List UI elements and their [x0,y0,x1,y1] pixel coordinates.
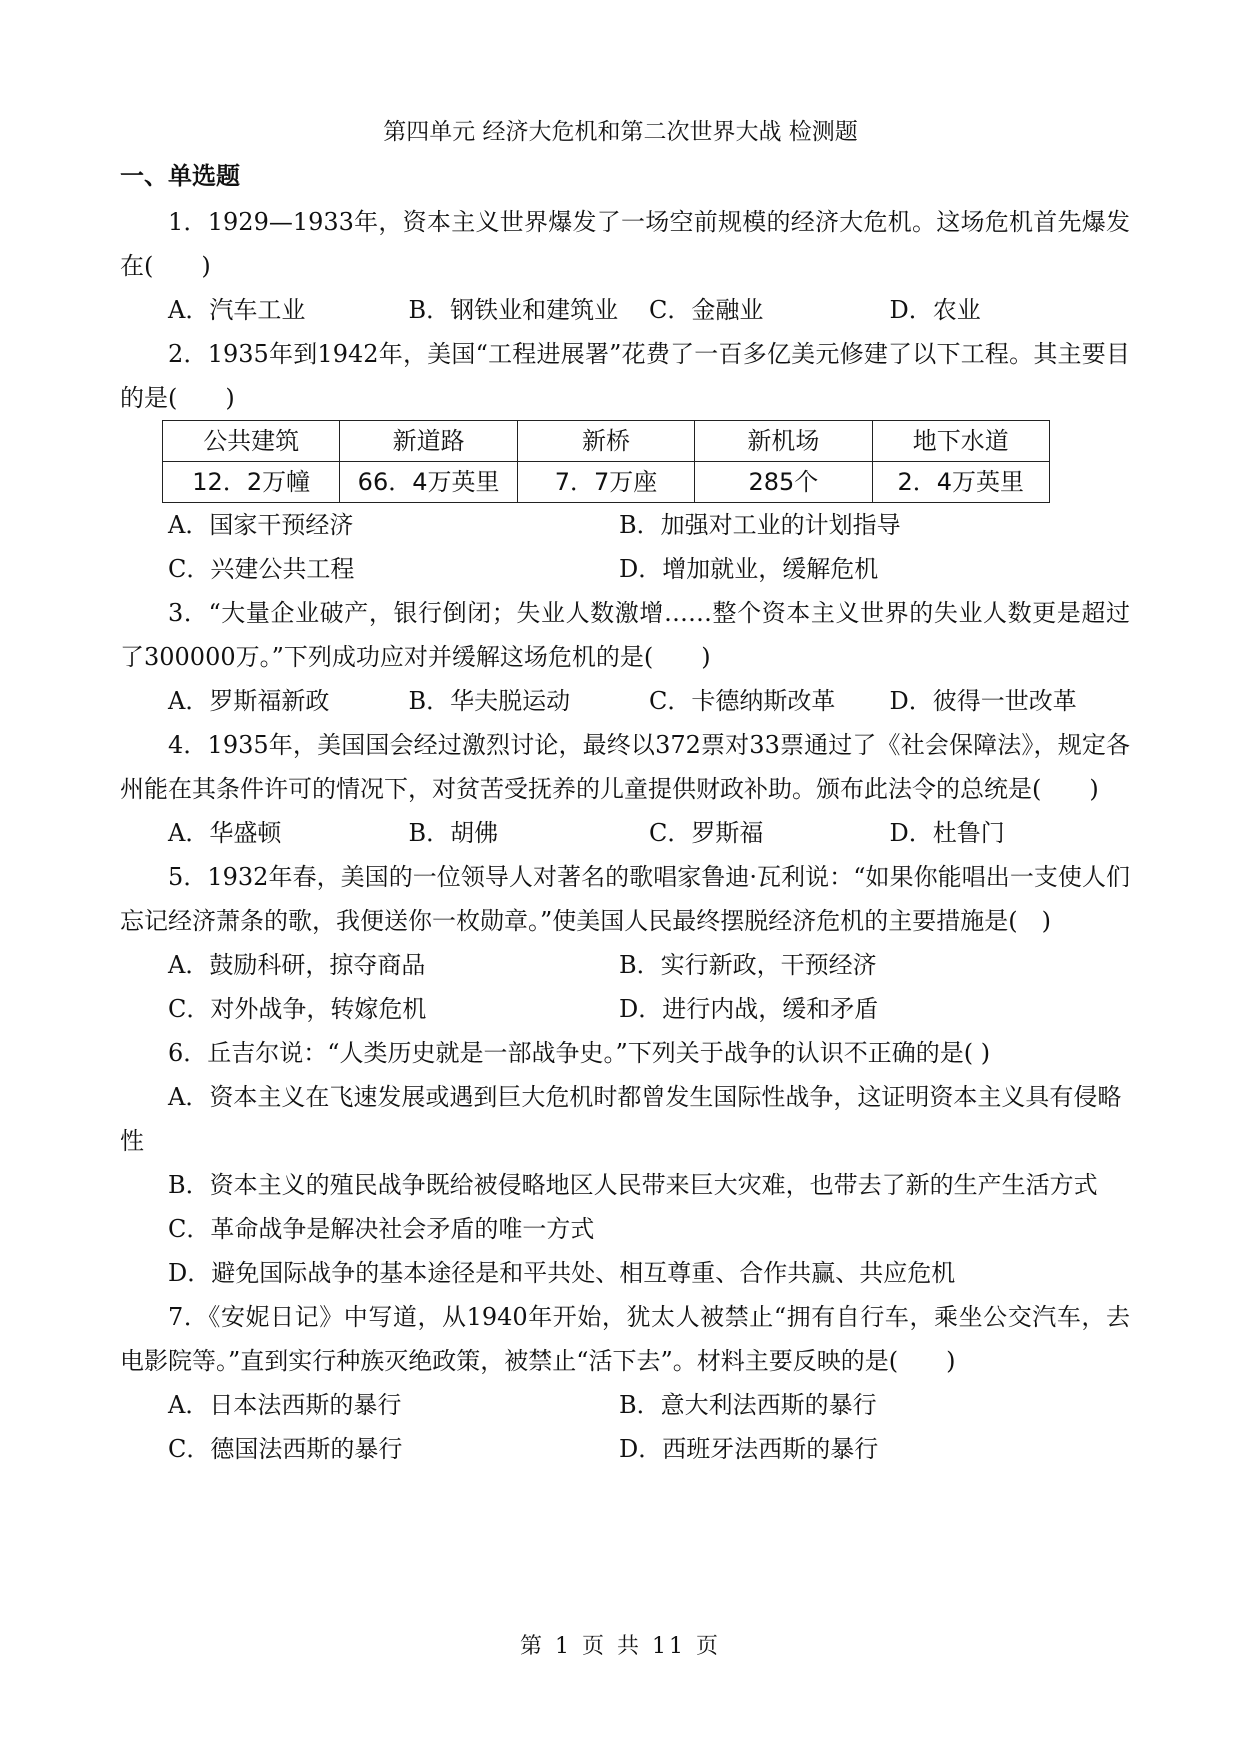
option: A．日本法西斯的暴行 [168,1391,402,1419]
option: A．汽车工业 [168,296,306,324]
option: B．加强对工业的计划指导 [619,511,901,539]
option: A．罗斯福新政 [168,687,330,715]
option: A．华盛顿 [168,819,282,847]
table-cell: 66．4万英里 [340,462,517,503]
option: D．彼得一世改革 [889,687,1077,715]
option: A．鼓励科研，掠夺商品 [168,951,426,979]
option: C．革命战争是解决社会矛盾的唯一方式 [168,1215,595,1243]
option: B．意大利法西斯的暴行 [619,1391,877,1419]
section-heading: 一、单选题 [120,161,240,190]
question-list [120,200,1130,1471]
table-header-cell: 新机场 [695,421,872,462]
option-row [120,503,1130,547]
option: D．杜鲁门 [889,819,1005,847]
table-header-cell: 公共建筑 [163,421,340,462]
question-stem: 5．1932年春，美国的一位领导人对著名的歌唱家鲁迪·瓦利说：“如果你能唱出一支使人们忘记经济萧条的歌，我便送你一枚勋章。”使美国人民最终摆脱经济危机的主要措施是( ) [120,863,1130,935]
option: A．资本主义在飞速发展或遇到巨大危机时都曾发生国际性战争，这证明资本主义具有侵略性 [120,1083,1122,1155]
option: D．西班牙法西斯的暴行 [619,1435,879,1463]
table-header-row [163,421,1050,462]
table-header-cell: 新桥 [517,421,694,462]
option: A．国家干预经济 [168,511,354,539]
option-row [120,811,1130,855]
option: C．兴建公共工程 [168,555,355,583]
question-stem: 3．“大量企业破产，银行倒闭；失业人数激增……整个资本主义世界的失业人数更是超过了300000万。”下列成功应对并缓解这场危机的是( ) [120,599,1130,671]
option: D．增加就业，缓解危机 [619,555,879,583]
question-stem: 4．1935年，美国国会经过激烈讨论，最终以372票对33票通过了《社会保障法》，规定各州能在其条件许可的情况下，对贫苦受抚养的儿童提供财政补助。颁布此法令的总统是( ) [120,731,1130,803]
table-cell: 285个 [695,462,872,503]
option: B．钢铁业和建筑业 [408,296,619,324]
option: B．资本主义的殖民战争既给被侵略地区人民带来巨大灾难，也带去了新的生产生活方式 [168,1171,1098,1199]
option: C．金融业 [649,296,764,324]
option: C．德国法西斯的暴行 [168,1435,403,1463]
table-header-cell: 新道路 [340,421,517,462]
question-stem: 7．《安妮日记》中写道，从1940年开始，犹太人被禁止“拥有自行车，乘坐公交汽车，去电影院等。”直到实行种族灭绝政策，被禁止“活下去”。材料主要反映的是( ) [120,1303,1130,1375]
option: B．胡佛 [408,819,499,847]
option-row [120,1427,1130,1471]
option: B．华夫脱运动 [408,687,571,715]
option: B．实行新政，干预经济 [619,951,877,979]
option: D．进行内战，缓和矛盾 [619,995,879,1023]
option: C．卡德纳斯改革 [649,687,836,715]
option-row [120,679,1130,723]
option-row [120,288,1130,332]
option-row [120,943,1130,987]
page-footer: 第 1 页 共 11 页 [520,1634,721,1659]
option: D．避免国际战争的基本途径是和平共处、相互尊重、合作共赢、共应危机 [168,1259,956,1287]
question-stem: 6．丘吉尔说：“人类历史就是一部战争史。”下列关于战争的认识不正确的是( ) [168,1039,991,1067]
table-cell: 7．7万座 [517,462,694,503]
option: D．农业 [889,296,981,324]
table-header-cell: 地下水道 [872,421,1049,462]
question-stem: 1．1929—1933年，资本主义世界爆发了一场空前规模的经济大危机。这场危机首先爆发在( ) [120,208,1130,280]
data-table [162,420,1050,503]
option: C．罗斯福 [649,819,764,847]
option-row [120,547,1130,591]
option: C．对外战争，转嫁危机 [168,995,427,1023]
table-cell: 2．4万英里 [872,462,1049,503]
option-row [120,987,1130,1031]
option-row [120,1383,1130,1427]
question-stem: 2．1935年到1942年，美国“工程进展署”花费了一百多亿美元修建了以下工程。其主要目的是( ) [120,340,1130,412]
page-title: 第四单元 经济大危机和第二次世界大战 检测题 [383,119,858,145]
table-cell: 12．2万幢 [163,462,340,503]
table-row [163,462,1050,503]
